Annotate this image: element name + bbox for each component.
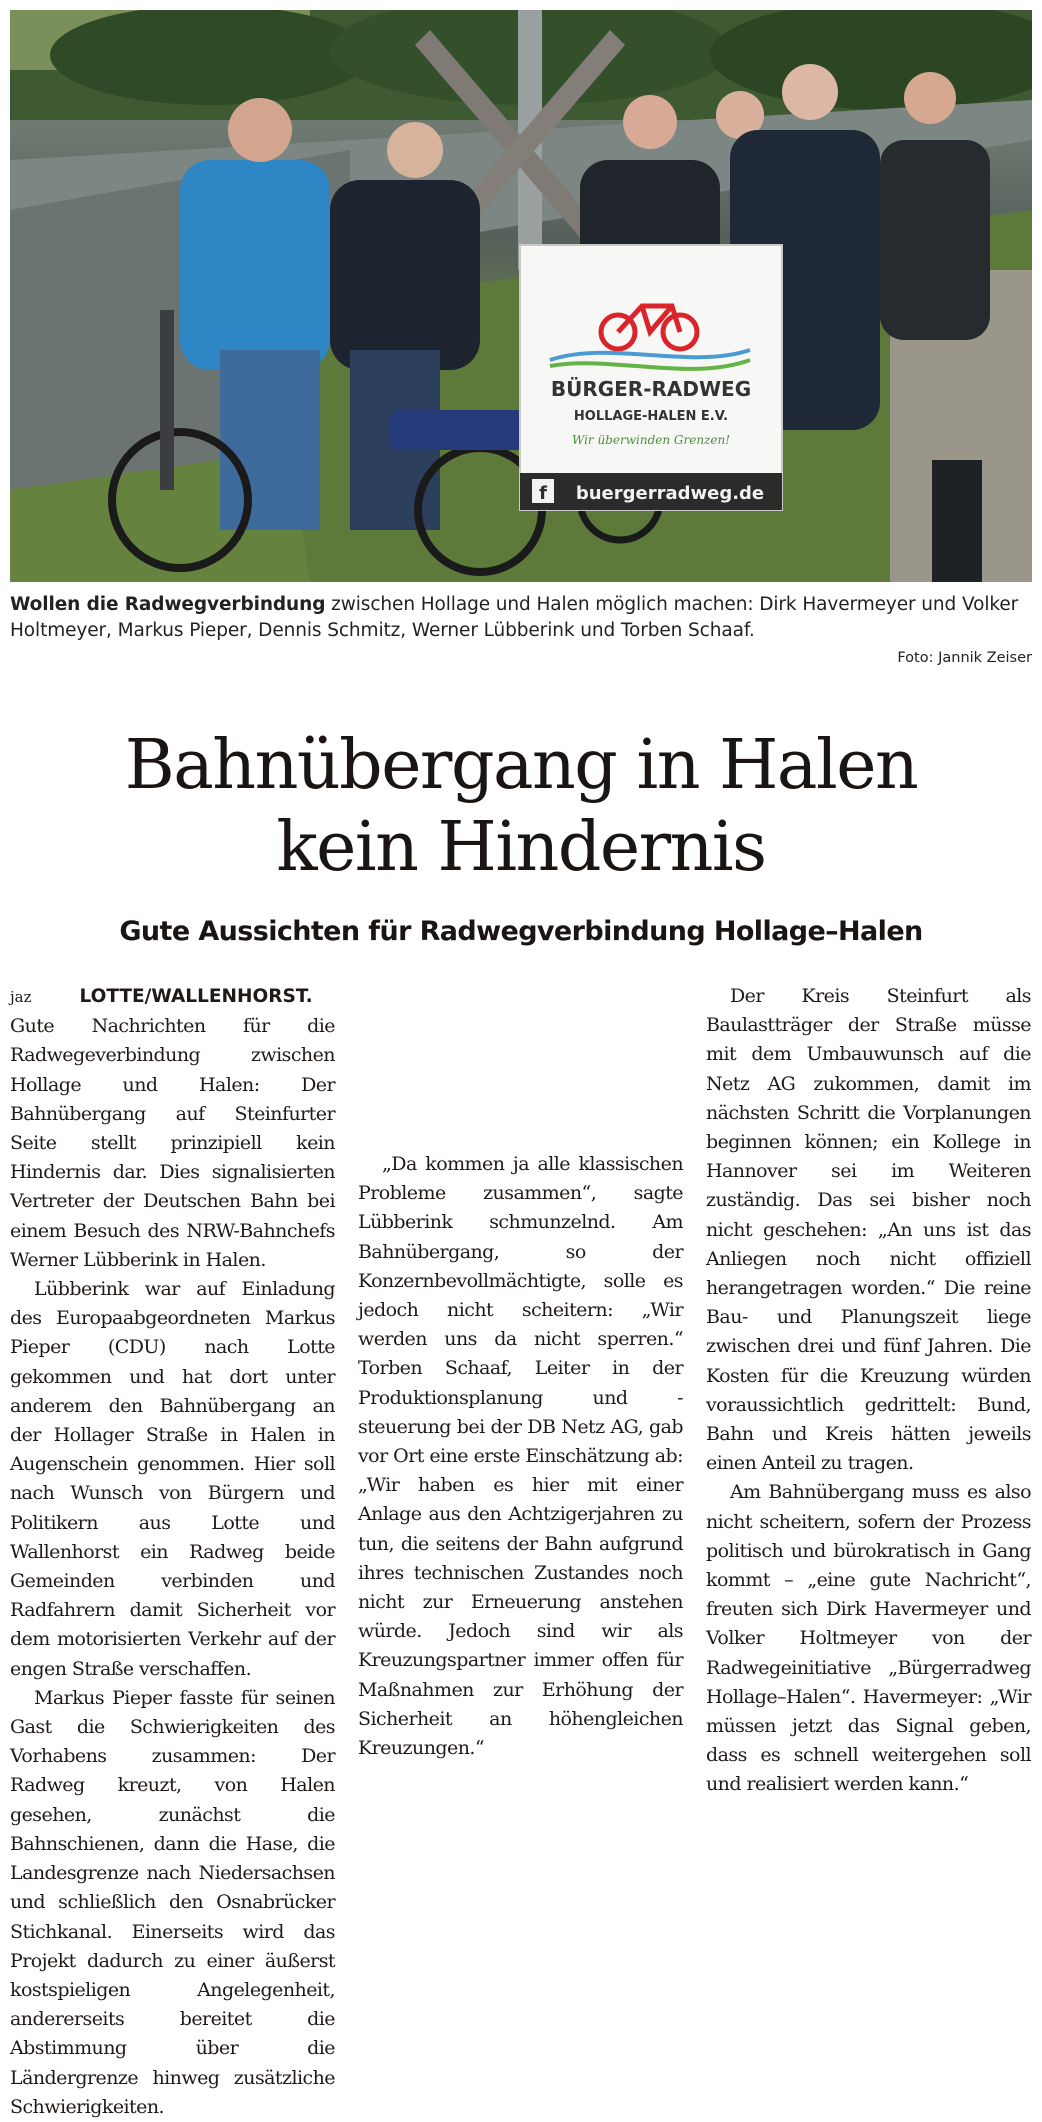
paragraph-2: Lübberink war auf Einladung des Europaabgeordneten Markus Pieper (CDU) nach Lotte gekommen und hat dort unter anderem den Bahnübergang an der Hollager Straße in Halen in Augenschein genommen. Hier soll nach Wunsch von Bürgern und Politikern aus Lotte und Wallenhorst ein Radweg beide Gemeinden verbinden und Radfahrern damit Sicherheit vor dem motorisierten Verkehr auf der engen Straße verschaffen. (10, 1278, 335, 1680)
dateline: LOTTE/WALLENHORST. (79, 986, 313, 1007)
article-column-3 (706, 982, 1031, 1800)
paragraph-6: Am Bahnübergang muss es also nicht scheitern, sofern der Prozess politisch und bürokratisch in Gang kommt – „eine gute Nachricht“, freuten sich Dirk Havermeyer und Volker Holtmeyer von der Radwegeinitiative „Bürgerradweg Hollage–Halen“. Havermeyer: „Wir müssen jetzt das Signal geben, dass es schnell weitergehen soll und realisiert werden kann.“ (706, 1481, 1031, 1796)
facebook-icon: f (539, 483, 547, 504)
article-column-2 (358, 1150, 683, 1763)
paragraph-1-text: Gute Nachrichten für die Radwegeverbindung zwischen Hollage und Halen: Der Bahnübergang auf Steinfurter Seite stellt prinzipiell kein Hindernis dar. Dies signalisierten Vertreter der Deutschen Bahn bei einem Besuch des NRW-Bahnchefs Werner Lübberink in Halen. (10, 1015, 335, 1271)
author-byline: jaz (10, 988, 32, 1006)
caption-text: zwischen Hollage und Halen möglich machen: Dirk Havermeyer und Volker Holtmeyer, Markus Pieper, Dennis Schmitz, Werner Lübberink und Torben Schaaf. (10, 594, 1019, 641)
paragraph-5: Der Kreis Steinfurt als Baulastträger der Straße müsse mit dem Umbauwunsch auf die Netz AG zukommen, damit im nächsten Schritt die Vorplanungen beginnen können; ein Kollege in Hannover sei im Weiteren zuständig. Das sei bisher noch nicht geschehen: „An uns ist das Anliegen noch nicht offiziell herangetragen worden.“ Die reine Bau- und Planungszeit liege zwischen drei und fünf Jahren. Die Kosten für die Kreuzung würden voraussichtlich gedrittelt: Bund, Bahn und Kreis hätten jeweils einen Anteil zu tragen. (706, 985, 1031, 1475)
banner-subtitle: HOLLAGE-HALEN E.V. (573, 409, 729, 424)
banner-url: buergerradweg.de (575, 483, 765, 504)
paragraph-3: Markus Pieper fasste für seinen Gast die Schwierigkeiten des Vorhabens zusammen: Der Radweg kreuzt, von Halen gesehen, zunächst die Bahnschienen, dann die Hase, die Landesgrenze nach Niedersachsen und schließlich den Osnabrücker Stichkanal. Einerseits wird das Projekt dadurch zu einer äußerst kostspieligen Angelegenheit, andererseits bereitet die Abstimmung über die Ländergrenze hinweg zusätzliche Schwierigkeiten. (10, 1686, 335, 2118)
headline (0, 725, 1042, 889)
photo-credit: Foto: Jannik Zeiser (897, 650, 1032, 666)
headline-line-1: Bahnübergang in Halen (124, 726, 918, 805)
caption-lead: Wollen die Radwegverbindung (10, 594, 326, 615)
article-photo (10, 10, 1032, 582)
headline-line-2: kein Hindernis (276, 808, 766, 887)
banner-title: BÜRGER-RADWEG (550, 377, 752, 401)
banner-slogan: Wir überwinden Grenzen! (571, 433, 731, 447)
photo-illustration (10, 10, 1032, 582)
paragraph-1 (10, 982, 335, 1275)
subheadline: Gute Aussichten für Radwegverbindung Hollage–Halen (119, 916, 923, 947)
article-column-1 (10, 982, 335, 2122)
paragraph-4: „Da kommen ja alle klassischen Probleme zusammen“, sagte Lübberink schmunzelnd. Am Bahnübergang, so der Konzernbevollmächtigte, solle es jedoch nicht scheitern: „Wir werden uns da nicht sperren.“ Torben Schaaf, Leiter in der Produktionsplanung und -steuerung bei der DB Netz AG, gab vor Ort eine erste Einschätzung ab: „Wir haben es hier mit einer Anlage aus den Achtzigerjahren zu tun, die seitens der Bahn aufgrund ihres technischen Zustandes noch nicht zur Erneuerung anstehen würde. Jedoch sind wir als Kreuzungspartner immer offen für Maßnahmen zur Erhöhung der Sicherheit an höhengleichen Kreuzungen.“ (358, 1153, 683, 1760)
photo-caption (10, 592, 1032, 644)
